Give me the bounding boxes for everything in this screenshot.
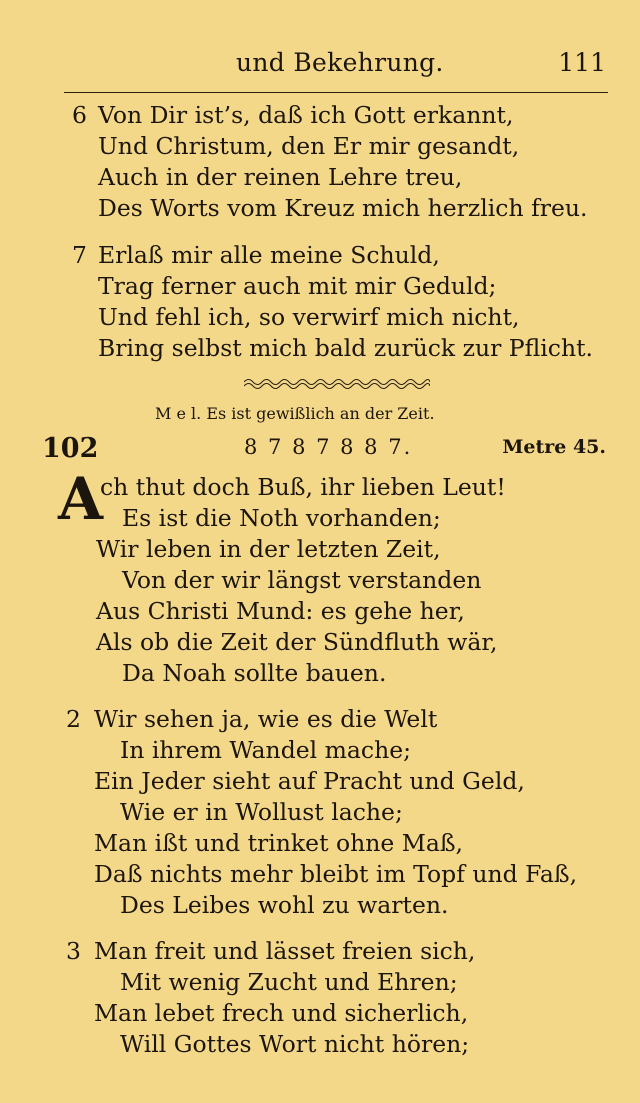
verse-line: In ihrem Wandel mache;	[120, 736, 412, 764]
verse-line: Will Gottes Wort nicht hören;	[120, 1030, 470, 1058]
verse-number: 6	[72, 101, 87, 129]
verse-line: Man ißt und trinket ohne Maß,	[94, 829, 464, 857]
verse-line: Wir sehen ja, wie es die Welt	[94, 705, 438, 733]
verse-number: 7	[72, 241, 87, 269]
syllable-meter: 8 7 8 7 8 8 7.	[244, 435, 413, 459]
verse-line: Und Christum, den Er mir gesandt,	[98, 132, 520, 160]
verse-line: Aus Christi Mund: es gehe her,	[96, 597, 465, 625]
wavy-ornament	[244, 376, 430, 390]
verse-line: Bring selbst mich bald zurück zur Pflicht.	[98, 334, 594, 362]
hymn-number: 102	[42, 433, 99, 464]
verse-line: Und fehl ich, so verwirf mich nicht,	[98, 303, 520, 331]
melody-line: M e l. Es ist gewißlich an der Zeit.	[155, 404, 435, 423]
verse-line: Von der wir längst verstanden	[122, 566, 482, 594]
verse-line: Da Noah sollte bauen.	[122, 659, 387, 687]
running-header-title: und Bekehrung.	[236, 48, 444, 77]
verse-line: Des Worts vom Kreuz mich herzlich freu.	[98, 194, 588, 222]
verse-line: Wir leben in der letzten Zeit,	[96, 535, 441, 563]
verse-line: ch thut doch Buß, ihr lieben Leut!	[100, 473, 506, 501]
verse-line: Von Dir ist’s, daß ich Gott erkannt,	[98, 101, 514, 129]
verse-line: Man freit und lässet freien sich,	[94, 937, 476, 965]
header-rule	[64, 92, 608, 93]
verse-line: Des Leibes wohl zu warten.	[120, 891, 449, 919]
verse-number: 2	[66, 705, 81, 733]
verse-line: Auch in der reinen Lehre treu,	[98, 163, 463, 191]
metre-label: Metre 45.	[502, 436, 606, 458]
page-number: 111	[558, 48, 606, 77]
verse-line: Als ob die Zeit der Sündfluth wär,	[96, 628, 498, 656]
verse-line: Daß nichts mehr bleibt im Topf und Faß,	[94, 860, 578, 888]
drop-cap: A	[58, 465, 104, 533]
verse-line: Man lebet frech und sicherlich,	[94, 999, 469, 1027]
verse-line: Es ist die Noth vorhanden;	[122, 504, 441, 532]
verse-line: Wie er in Wollust lache;	[120, 798, 403, 826]
verse-line: Ein Jeder sieht auf Pracht und Geld,	[94, 767, 525, 795]
verse-line: Trag ferner auch mit mir Geduld;	[98, 272, 497, 300]
verse-line: Erlaß mir alle meine Schuld,	[98, 241, 440, 269]
verse-line: Mit wenig Zucht und Ehren;	[120, 968, 458, 996]
verse-number: 3	[66, 937, 81, 965]
